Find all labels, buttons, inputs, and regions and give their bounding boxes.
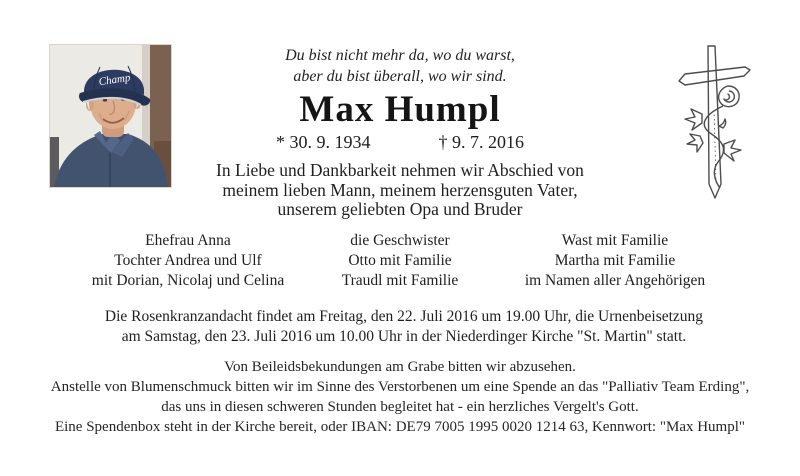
epigraph-line-2: aber du bist überall, wo wir sind. bbox=[293, 68, 507, 85]
life-dates bbox=[0, 132, 800, 153]
mourner-line: Martha mit Familie bbox=[554, 252, 676, 269]
mourner-line: die Geschwister bbox=[350, 232, 450, 249]
condolence-line-4: Eine Spendenbox steht in der Kirche bereit, oder IBAN: DE79 7005 1995 0020 1214 63, Kennwort: "Max Humpl" bbox=[54, 419, 746, 435]
condolence-information bbox=[0, 357, 800, 437]
service-line-2: am Samstag, den 23. Juli 2016 um 10.00 Uhr in der Niederdinger Kirche "St. Martin" statt. bbox=[121, 328, 687, 345]
mourners-column-relatives bbox=[464, 231, 766, 291]
birth-date: * 30. 9. 1934 bbox=[276, 132, 371, 152]
farewell-line-2: meinem lieben Mann, meinem herzensguten Vater, bbox=[222, 179, 578, 200]
mourner-line: Traudl mit Familie bbox=[341, 272, 459, 289]
mourner-line: mit Dorian, Nicolaj und Celina bbox=[91, 272, 285, 289]
farewell-text bbox=[0, 161, 800, 220]
death-date: † 9. 7. 2016 bbox=[438, 132, 524, 152]
mourner-line: Ehefrau Anna bbox=[145, 232, 231, 249]
epigraph bbox=[0, 45, 800, 87]
service-line-1: Die Rosenkranzandacht findet am Freitag, den 22. Juli 2016 um 19.00 Uhr, die Urnenbeisetzung bbox=[104, 308, 704, 325]
condolence-line-1: Von Beileidsbekundungen am Grabe bitten wir abzusehen. bbox=[224, 359, 576, 375]
deceased-name: Max Humpl bbox=[299, 89, 501, 130]
mourner-line: im Namen aller Angehörigen bbox=[524, 272, 706, 289]
epigraph-line-1: Du bist nicht mehr da, wo du warst, bbox=[285, 47, 515, 64]
farewell-line-3: unserem geliebten Opa und Bruder bbox=[277, 199, 523, 219]
mourner-line: Tochter Andrea und Ulf bbox=[114, 252, 262, 269]
condolence-line-2: Anstelle von Blumenschmuck bitten wir im Sinne des Verstorbenen um eine Spende an das "Palliativ Team Erding", bbox=[50, 379, 750, 395]
condolence-line-3: das uns in diesen schweren Stunden begleitet hat - ein herzliches Vergelt's Gott. bbox=[161, 399, 639, 415]
mourner-line: Wast mit Familie bbox=[561, 232, 669, 249]
farewell-line-1: In Liebe und Dankbarkeit nehmen wir Abschied von bbox=[216, 160, 584, 180]
mourner-line: Otto mit Familie bbox=[348, 252, 452, 269]
cap-text: Champ bbox=[98, 71, 132, 89]
service-information bbox=[8, 307, 800, 347]
